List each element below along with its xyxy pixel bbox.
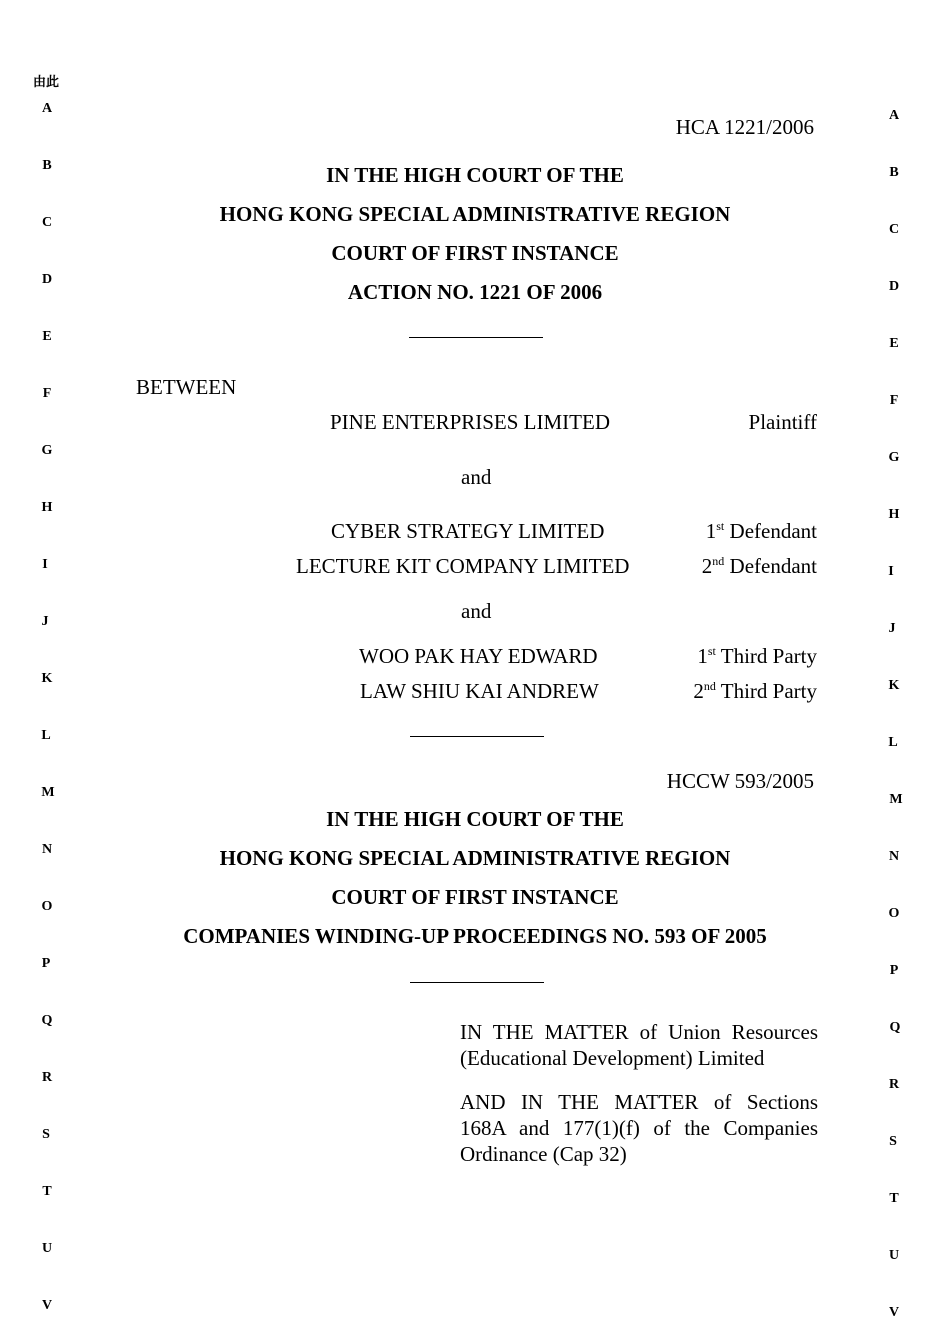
margin-letter: B — [42, 158, 52, 173]
margin-letter: O — [888, 906, 900, 921]
margin-letter: M — [41, 785, 55, 800]
ordinal-number: 2 — [701, 554, 713, 578]
margin-letter: L — [41, 728, 51, 743]
court-heading-line: COURT OF FIRST INSTANCE — [331, 241, 619, 265]
ordinal-suffix: nd — [712, 554, 725, 568]
margin-letter: S — [889, 1134, 897, 1149]
margin-letter: P — [889, 963, 899, 978]
ordinal-suffix: st — [707, 644, 716, 658]
margin-letter: F — [889, 393, 899, 408]
role-label: Third Party — [715, 679, 817, 703]
margin-letter: K — [41, 671, 53, 686]
margin-letter: K — [888, 678, 900, 693]
court-heading-line: HONG KONG SPECIAL ADMINISTRATIVE REGION — [219, 846, 731, 870]
party-name: LECTURE KIT COMPANY LIMITED — [296, 554, 630, 578]
margin-letter: V — [888, 1305, 900, 1320]
party-name: LAW SHIU KAI ANDREW — [360, 679, 599, 703]
party-name: CYBER STRATEGY LIMITED — [331, 519, 605, 543]
case-number: HCA 1221/2006 — [675, 115, 814, 139]
party-name: WOO PAK HAY EDWARD — [359, 644, 598, 668]
margin-letter: Q — [889, 1020, 901, 1035]
matter-paragraph: IN THE MATTER of Union Resources (Educational Development) Limited — [460, 1020, 818, 1070]
margin-letter: F — [42, 386, 52, 401]
margin-letter: D — [888, 279, 900, 294]
margin-letter: G — [41, 443, 53, 458]
margin-letter: C — [888, 222, 900, 237]
margin-letter: L — [888, 735, 898, 750]
margin-letter: I — [888, 564, 894, 579]
party-role — [702, 554, 817, 578]
court-heading-line: HONG KONG SPECIAL ADMINISTRATIVE REGION — [219, 202, 731, 226]
margin-letter: Q — [41, 1013, 53, 1028]
ordinal-number: 1 — [697, 644, 708, 668]
court-heading-line: COURT OF FIRST INSTANCE — [331, 885, 619, 909]
case-number: HCCW 593/2005 — [666, 769, 814, 793]
margin-letter: S — [42, 1127, 50, 1142]
corner-mark: 由此 — [33, 75, 60, 90]
and-connector: and — [461, 599, 492, 623]
margin-letter: B — [889, 165, 899, 180]
role-label: Defendant — [724, 554, 817, 578]
margin-letter: N — [888, 849, 900, 864]
margin-letter: M — [889, 792, 903, 807]
court-heading-line: ACTION NO. 1221 OF 2006 — [347, 280, 603, 304]
margin-letter: P — [41, 956, 51, 971]
party-role — [693, 679, 817, 703]
divider — [410, 982, 544, 983]
margin-letter: R — [888, 1077, 900, 1092]
ordinal-number: 2 — [693, 679, 704, 703]
party-name: PINE ENTERPRISES LIMITED — [330, 410, 610, 434]
divider — [410, 736, 544, 737]
ordinal-suffix: st — [716, 519, 725, 533]
margin-letter: T — [889, 1191, 899, 1206]
margin-letter: J — [41, 614, 49, 629]
margin-letter: H — [41, 500, 53, 515]
ordinal-suffix: nd — [703, 679, 716, 693]
party-role — [697, 644, 817, 668]
margin-letter: R — [41, 1070, 53, 1085]
and-connector: and — [461, 465, 492, 489]
margin-letter: G — [888, 450, 900, 465]
ordinal-number: 1 — [705, 519, 717, 543]
party-role — [706, 519, 817, 543]
role-label: Defendant — [724, 519, 817, 543]
role-label: Third Party — [715, 644, 817, 668]
margin-letter: A — [888, 108, 900, 123]
margin-letter: U — [888, 1248, 900, 1263]
margin-letter: T — [42, 1184, 52, 1199]
margin-letter: E — [889, 336, 899, 351]
margin-letter: I — [42, 557, 48, 572]
court-heading-line: IN THE HIGH COURT OF THE — [326, 163, 624, 187]
divider — [409, 337, 543, 338]
margin-letter: V — [41, 1298, 53, 1313]
margin-letter: C — [41, 215, 53, 230]
margin-letter: U — [41, 1241, 53, 1256]
margin-letter: D — [41, 272, 53, 287]
court-heading-line: IN THE HIGH COURT OF THE — [326, 807, 624, 831]
court-heading-line: COMPANIES WINDING-UP PROCEEDINGS NO. 593 OF 2005 — [183, 924, 767, 948]
margin-letter: H — [888, 507, 900, 522]
margin-letter: O — [41, 899, 53, 914]
margin-letter: J — [888, 621, 896, 636]
margin-letter: N — [41, 842, 53, 857]
margin-letter: A — [41, 101, 53, 116]
margin-letter: E — [42, 329, 52, 344]
between-label: BETWEEN — [136, 375, 237, 399]
matter-paragraph: AND IN THE MATTER of Sections 168A and 177(1)(f) of the Companies Ordinance (Cap 32) — [460, 1090, 818, 1166]
party-role: Plaintiff — [748, 410, 817, 434]
